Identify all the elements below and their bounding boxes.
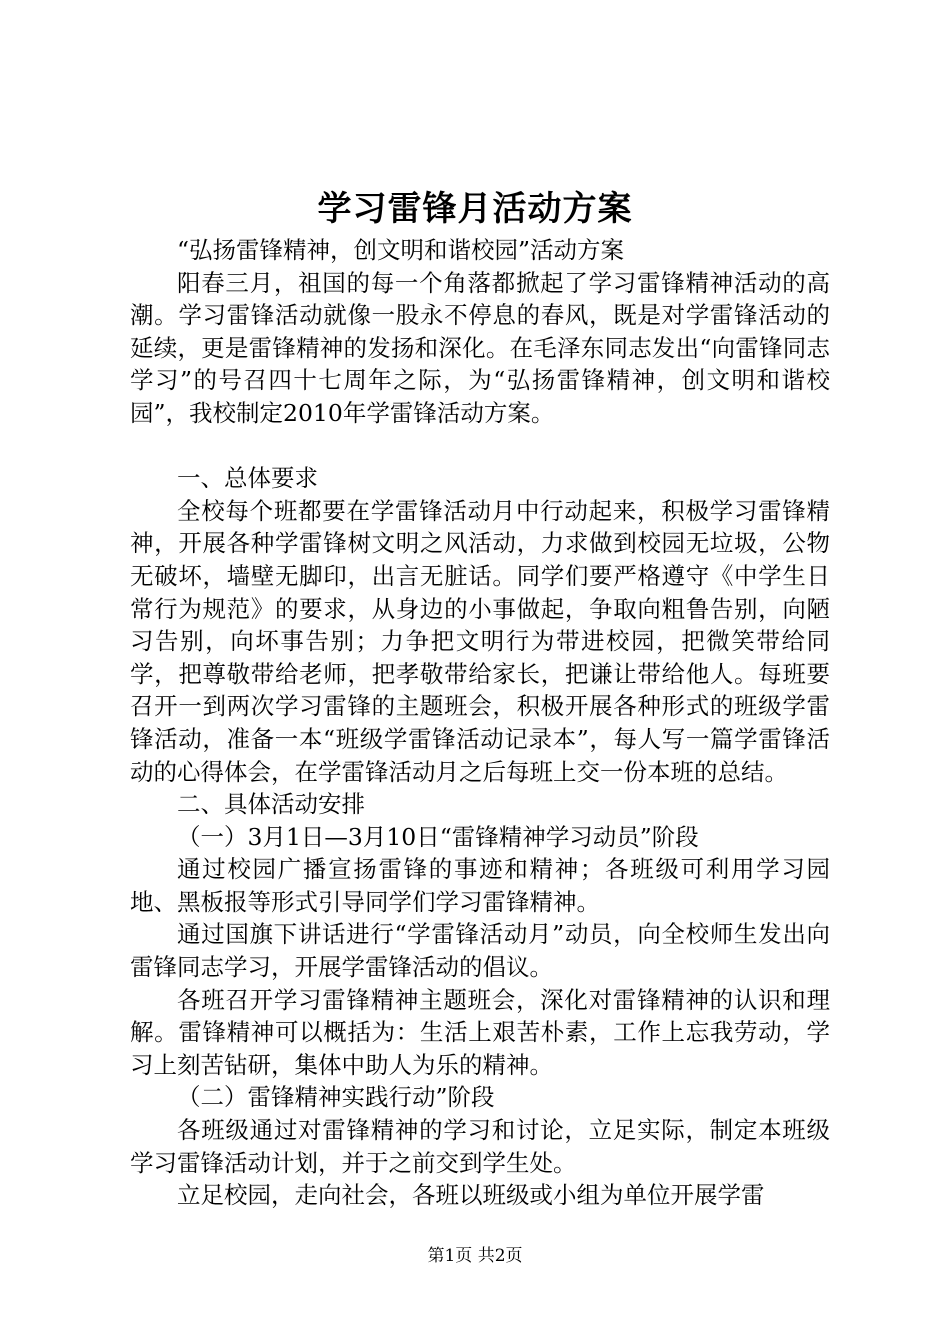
paragraph-phase-1-item-3: 各班召开学习雷锋精神主题班会，深化对雷锋精神的认识和理解。雷锋精神可以概括为：生活上艰苦朴素，工作上忘我劳动，学习上刻苦钻研，集体中助人为乐的精神。 [130, 985, 830, 1079]
paragraph-phase-2-item-2: 立足校园，走向社会，各班以班级或小组为单位开展学雷 [177, 1181, 765, 1210]
paragraph-phase-1-item-1: 通过校园广播宣扬雷锋的事迹和精神；各班级可利用学习园地、黑板报等形式引导同学们学习雷锋精神。 [130, 855, 830, 916]
document-title: 学习雷锋月活动方案 [317, 189, 633, 229]
section-heading-activities: 二、具体活动安排 [177, 790, 365, 819]
paragraph-phase-2-item-1: 各班级通过对雷锋精神的学习和讨论，立足实际，制定本班级学习雷锋活动计划，并于之前交到学生处。 [130, 1116, 830, 1177]
paragraph-intro: 阳春三月，祖国的每一个角落都掀起了学习雷锋精神活动的高潮。学习雷锋活动就像一股永不停息的春风，既是对学雷锋活动的延续，更是雷锋精神的发扬和深化。在毛泽东同志发出“向雷锋同志学习”的号召四十七周年之际，为“弘扬雷锋精神，创文明和谐校园”，我校制定2010年学雷锋活动方案。 [130, 268, 830, 427]
subsection-heading-phase-2: （二）雷锋精神实践行动”阶段 [177, 1083, 495, 1112]
section-heading-general: 一、总体要求 [177, 464, 318, 493]
document-body [130, 234, 830, 1212]
paragraph-general-requirements: 全校每个班都要在学雷锋活动月中行动起来，积极学习雷锋精神，开展各种学雷锋树文明之风活动，力求做到校园无垃圾，公物无破坏，墙壁无脚印，出言无脏话。同学们要严格遵守《中学生日常行为规范》的要求，从身边的小事做起，争取向粗鲁告别，向陋习告别，向坏事告别；力争把文明行为带进校园，把微笑带给同学，把尊敬带给老师，把孝敬带给家长，把谦让带给他人。每班要召开一到两次学习雷锋的主题班会，积极开展各种形式的班级学雷锋活动，准备一本“班级学雷锋活动记录本”，每人写一篇学雷锋活动的心得体会，在学雷锋活动月之后每班上交一份本班的总结。 [130, 496, 830, 786]
paragraph-phase-1-item-2: 通过国旗下讲话进行“学雷锋活动月”动员，向全校师生发出向雷锋同志学习，开展学雷锋活动的倡议。 [130, 920, 830, 982]
paragraph-subtitle: “弘扬雷锋精神，创文明和谐校园”活动方案 [177, 236, 625, 264]
subsection-heading-phase-1: （一）3月1日—3月10日“雷锋精神学习动员”阶段 [177, 822, 699, 851]
blank-line [130, 430, 830, 463]
page-footer: 第1页 共2页 [427, 1246, 523, 1266]
